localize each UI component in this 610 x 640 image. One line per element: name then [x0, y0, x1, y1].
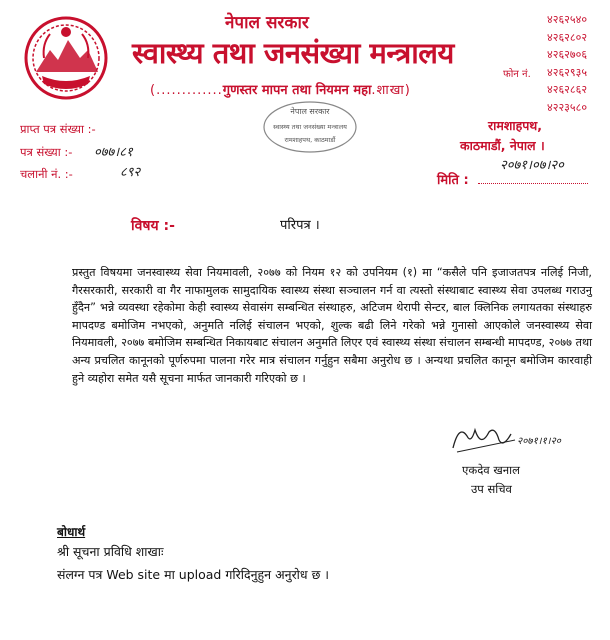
phone-label: फोन नं.	[503, 69, 531, 80]
phone-number: ४२६२५४०	[547, 13, 588, 26]
cc-note: संलग्न पत्र Web site मा upload गरिदिनुहुन अनुरोध छ ।	[57, 567, 330, 582]
received-letter-label: प्राप्त पत्र संख्या :-	[20, 122, 96, 136]
phone-number: ४२२३५८०	[547, 100, 588, 114]
dispatch-number-label: चलानी नं. :-	[20, 167, 73, 181]
dispatch-number-value: ८९२	[120, 165, 141, 180]
signer-title: उप सचिव	[471, 482, 512, 496]
signer-name: एकदेव खनाल	[462, 463, 520, 477]
signature-icon	[445, 418, 565, 458]
branch-name	[150, 80, 411, 98]
phone-list	[547, 11, 587, 117]
phone-number: ४२६२७०६	[547, 48, 588, 62]
miti-label: मिति :	[437, 173, 469, 188]
cc-recipient: श्री सूचना प्रविधि शाखाः	[57, 544, 164, 559]
letter-number-label: पत्र संख्या :-	[20, 145, 73, 159]
seal-line-1: नेपाल सरकार	[290, 107, 330, 116]
government-title: नेपाल सरकार	[225, 13, 309, 33]
branch-close: .शाखा)	[371, 83, 411, 98]
seal-line-3: रामशाहपथ, काठमाडौं	[284, 136, 336, 144]
address-line-2: काठमाडौं, नेपाल ।	[460, 138, 545, 153]
miti-dotted-line	[478, 183, 588, 184]
branch-title: गुणस्तर मापन तथा नियमन महा	[222, 83, 372, 98]
subject-text: परिपत्र ।	[280, 218, 320, 233]
address-line-1: रामशाहपथ,	[488, 118, 543, 133]
phone-number: ४२६२८०२	[547, 30, 588, 44]
national-emblem-icon	[22, 14, 110, 102]
office-seal-icon	[262, 100, 358, 154]
letter-number-value: ०७७।८१	[94, 145, 133, 160]
ministry-name: स्वास्थ्य तथा जनसंख्या मन्त्रालय	[132, 36, 454, 70]
branch-open: (.............	[150, 83, 223, 98]
phone-number: ४२६२८६२	[547, 83, 588, 97]
letter-date: २०७१।०७।२०	[500, 158, 564, 173]
seal-line-2: स्वास्थ्य तथा जनसंख्या मन्त्रालय	[273, 123, 347, 131]
body-paragraph: प्रस्तुत विषयमा जनस्वास्थ्य सेवा नियमावली, २०७७ को नियम १२ को उपनियम (१) मा “कसैले पनि इजाजतपत्र नलिई निजी, गैरसरकारी, सरकारी वा गैर नाफामुलक सामुदायिक स्वास्थ्य संस्था सञ्चालन गर्न वा त्यस्तो संस्थाबाट स्वास्थ्य सेवा उपलब्ध गराउनु हुँदैन” भन्ने व्यवस्था रहेकोमा केही स्वास्थ्य सेवासंग सम्बन्धित संस्थाहरु, अटिजम थेरापी सेन्टर, बाल क्लिनिक लगायतका संस्थाहरु मापदण्ड बमोजिम नभएको, अनुमति नलिई संचालन भएको, शुल्क बढी लिने गरेको भन्ने गुनासो आएकोले जनस्वास्थ्य सेवा नियमावली, २०७७ बमोजिम सम्बन्धित निकायबाट संचालन अनुमति लिएर एवं स्वास्थ्य संस्था संचालन सम्बन्धी मापदण्ड, २०७७ तथा अन्य प्रचलित कानूनको पूर्णरुपमा पालना गरेर मात्र संचालन गर्नुहुन सबैमा अनुरोध छ । अन्यथा प्रचलित कानून बमोजिम कारवाही हुने व्यहोरा समेत यसै सूचना मार्फत जानकारी गरिएको छ ।	[72, 266, 592, 385]
subject-label: विषय :-	[131, 218, 175, 234]
signature-date: २०७१।१।२०	[517, 436, 561, 447]
cc-heading: बोधार्थ	[57, 525, 86, 539]
phone-number: ४२६२९३५	[547, 65, 588, 79]
